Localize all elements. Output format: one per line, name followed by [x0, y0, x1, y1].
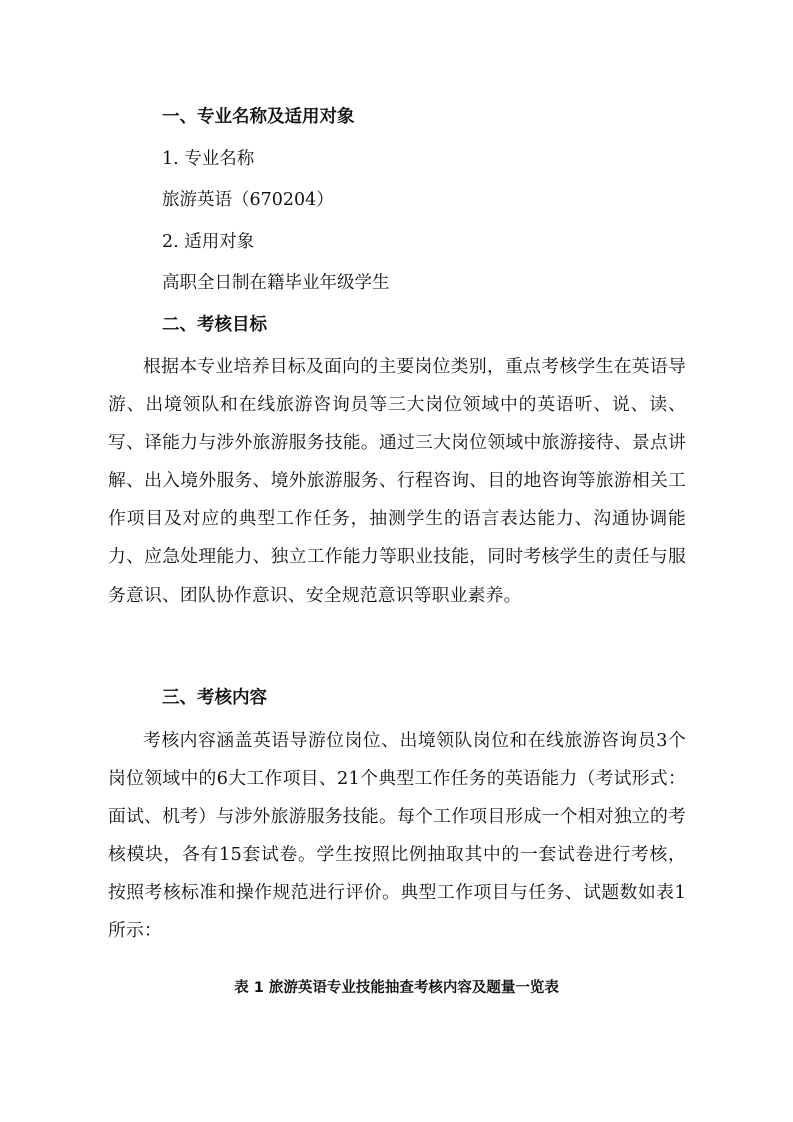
- assessment-goals-paragraph: 根据本专业培养目标及面向的主要岗位类别，重点考核学生在英语导游、出境领队和在线旅游咨询员等三大岗位领域中的英语听、说、读、写、译能力与涉外旅游服务技能。通过三大岗位领域中旅游接待、景点讲解、出入境外服务、境外旅游服务、行程咨询、目的地咨询等旅游相关工作项目及对应的典型工作任务，抽测学生的语言表达能力、沟通协调能力、应急处理能力、独立工作能力等职业技能，同时考核学生的责任与服务意识、团队协作意识、安全规范意识等职业素养。: [108, 356, 686, 606]
- target-audience-label: 2. 适用对象: [162, 232, 255, 252]
- target-audience-value: 高职全日制在籍毕业年级学生: [162, 273, 390, 293]
- major-name-label: 1. 专业名称: [162, 149, 255, 169]
- section-2-heading: 二、考核目标: [162, 315, 267, 335]
- major-name-value: 旅游英语（670204）: [162, 190, 334, 210]
- section-1-heading: 一、专业名称及适用对象: [162, 107, 355, 127]
- table-caption: 表 1 旅游英语专业技能抽查考核内容及题量一览表: [234, 980, 559, 996]
- assessment-content-paragraph: 考核内容涵盖英语导游位岗位、出境领队岗位和在线旅游咨询员3个岗位领域中的6大工作项目、21个典型工作任务的英语能力（考试形式：面试、机考）与涉外旅游服务技能。每个工作项目形成一个相对独立的考核模块，各有15套试卷。学生按照比例抽取其中的一套试卷进行考核，按照考核标准和操作规范进行评价。典型工作项目与任务、试题数如表1所示：: [108, 730, 686, 942]
- section-3-heading: 三、考核内容: [162, 688, 267, 708]
